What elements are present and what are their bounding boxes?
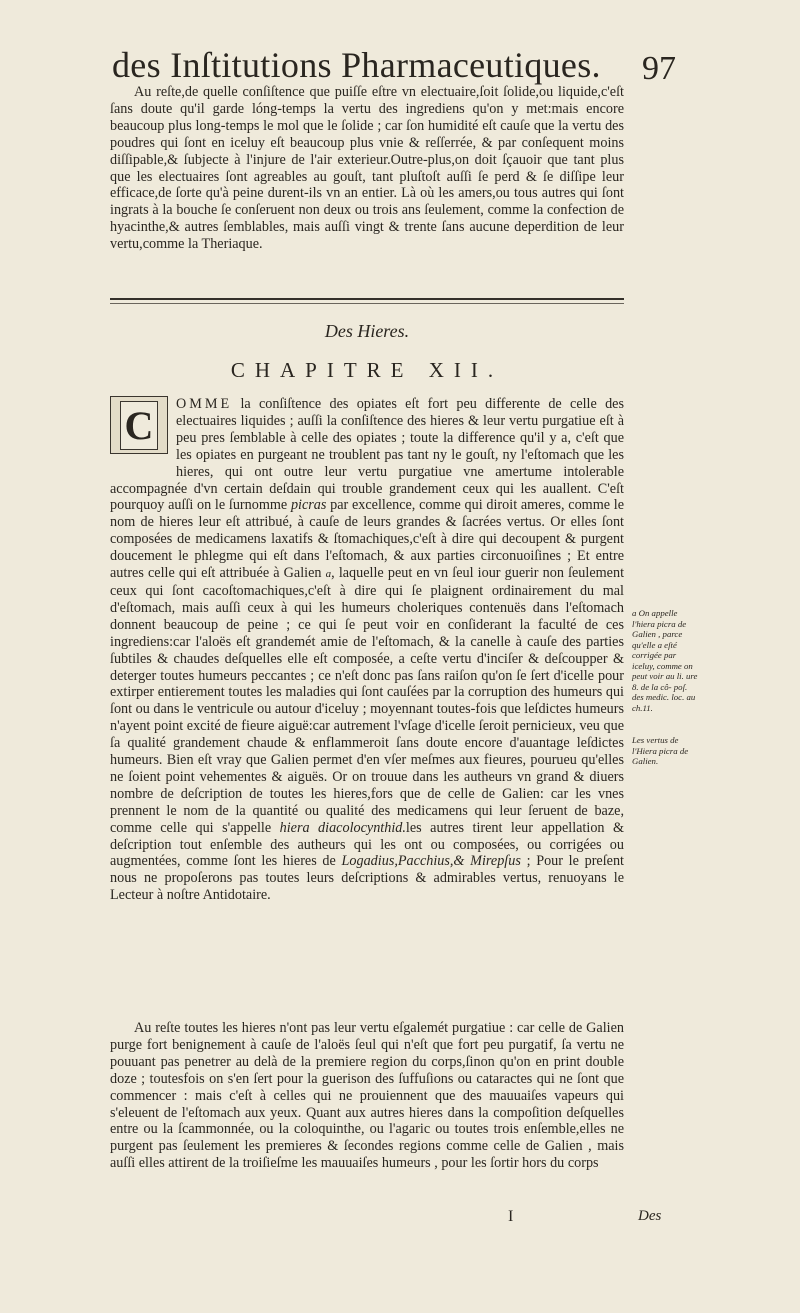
running-title: des Inſtitutions Pharmaceutiques. (112, 45, 601, 85)
paragraph-hieres-part4: les autres tirent leur appellation & deſcription tout enſemble des autheurs qui les ont ou composées, ou corrigées ou augmentées, comme ſont les hieres de (110, 819, 625, 870)
section-divider (110, 298, 624, 300)
term-authors: Logadius,Pacchius,& Mirepſus (341, 853, 521, 870)
page-number: 97 (642, 50, 676, 87)
section-divider-thin (110, 303, 624, 304)
section-title: Des Hieres. (324, 321, 410, 341)
note-reference-a: a (325, 568, 332, 581)
chapter-title: CHAPITRE XII. (230, 358, 504, 382)
initial-rest: OMME (176, 396, 233, 412)
margin-note-galien: a On appelle l'hiera picra de Galien , parce qu'elle a eſté corrigée par iceluy, comme on peut voir au li. ure 8. de la cô- poſ. des medic. loc. au ch.11. (632, 608, 698, 713)
initial-letter: C (120, 401, 159, 450)
margin-note-vertus: Les vertus de l'Hiera picra de Galien. (632, 735, 689, 766)
paragraph-hieres-part1: la conſiſtence des opiates eſt fort peu differente de celle des electuaires liquides ; auſſi la conſiſtence des hieres & leur vertu purgatiue eſt à peu pres ſemblable à celle des opiates ; toute la difference qu'il y a, c'eſt que les opiates en purgeant ne troublent pas tant ny le gouſt, ny l'eſtomach que les hieres, qui ont outre leur vertu purgatiue vne amertume intolerable accompagnée d'vn certain deſdain qui trouble grandement ceux qui les auallent. C'eſt pourquoy auſſi on le ſurnomme (110, 396, 624, 514)
paragraph-electuaires: Au reſte,de quelle conſiſtence que puiſſe eſtre vn electuaire,ſoit ſolide,ou liquide,c'eſt ſans doute qu'il garde lóng-temps la vertu des ingrediens qu'on y met:mais encore beaucoup plus long-temps le mol que le ſolide ; car ſon humidité eſt cauſe que la vertu des poudres qui ſont en iceluy eſt beaucoup plus vnie & reſſerrée, & par conſequent moins diſſipable,& ſubjecte à l'injure de l'air exterieur.Outre-plus,on doit ſçauoir que tant plus que les electuaires ſont agreables au gouſt, tant pluſtoſt auſſi ſe perd & ſe diſſipe leur efficace,de ſorte qu'à peine durent-ils vn an entier. Là où les amers,ou tous autres qui ſont ingrats à la bouche ſe conſeruent non deux ou trois ans ſeulement, comme la confection de hyacinthe,& autres ſemblables, mais auſſi vingt & trente ſans aucune deperdition de leur vertu,comme la Theriaque. (110, 84, 624, 253)
paragraph-hieres-part2: par excellence, comme qui diroit ameres, comme le nom de hieres leur eſt attribué, à cauſe de leurs grandes & ſacrées vertus. Or elles ſont composées de medicamens laxatifs & ſtomachiques,c'eſt à dire qui decoupent & purgent doucement le phlegme qui eſt dans l'eſtomach, & aux parties circonuoiſines ; Et entre autres celle qui eſt attribuée à Galien (110, 497, 625, 582)
paragraph-purgative: Au reſte toutes les hieres n'ont pas leur vertu eſgalemét purgatiue : car celle de Galien purge fort benignement à cauſe de l'aloës ſeul qui n'eſt que fort peu purgatif, ſa vertu ne pouuant pas penetrer au delà de la premiere region du corps,ſinon qu'on en print double doze ; toutesfois on s'en ſert pour la guerison des ſuffuſions ou cataractes qui ne ſont que commencer : mais c'eſt à celles qui ne prouiennent que des mauuaiſes vapeurs qui s'eleuent de l'eſtomach aux yeux. Quant aux autres hieres dans la compoſition deſquelles entre ou la ſcammonnée, ou la coloquinthe, ou l'agaric ou toutes trois enſemble,elles ne purgent pas ſeulement les premieres & ſecondes regions comme celle de Galien , mais auſſi elles attirent de la troiſieſme les mauuaiſes humeurs , pour les ſortir hors du corps (110, 1020, 624, 1172)
paragraph-hieres-part3: , laquelle peut en vn ſeul iour guerir non ſeulement ceux qui ſont cacoſtomachiques,c'eſt à dire qui ſe plaignent ordinairement du mal d'eſtomach, mais auſſi ceux à qui les humeurs choleriques contenuës dans l'eſtomach donnent beaucoup de peine ; ce qui ſe peut voir en conſiderant la faculté de ces ingrediens:car l'aloës eſt grandemét amie de l'eſtomach, & la canelle à cauſe des parties ſubtiles & chaudes deſquelles elle eſt composée, a ceſte vertu d'inciſer & deſcoupper & deterger toutes humeurs peccantes ; ce n'eſt donc pas ſans raiſon qu'on ſe ſert d'icelle pour extirper entierement toutes les maladies qui ſont cauſées par la corruption des humeurs qui ſont ou dans le ventricule ou autour d'iceluy ; moyennant toutes-fois que leſdictes humeurs n'ayent point excité de fieure aiguë:car autrement l'vſage d'icelle ſeroit pernicieux, veu que ſa qualité grandement chaude & enflammeroit ſans doute encore d'auantage leſdictes humeurs. Bien eſt vray que Galien permet d'en vſer meſmes aux fieures, pourueu qu'elles ne ſoient point vehementes & aiguës. Or on trouue dans les autheurs vn grand & diuers nombre de deſcription de toutes les hieres,fors que de celle de Galien: car les vnes prennent le nom de la quantité ou qualité des medicamens qui leur ſeruent de baze, comme celle qui s'appelle (110, 565, 625, 836)
catchword: Des (638, 1208, 662, 1224)
term-picras: picras (290, 497, 327, 514)
decorated-initial (110, 396, 168, 454)
term-hiera: hiera diacolocynthid. (279, 819, 406, 836)
signature-mark: I (508, 1208, 514, 1225)
paragraph-hieres-part5: ; Pour le preſent nous ne propoſerons pas toutes leurs deſcriptions & admirables vertus, renuoyans le Lecteur à noſtre Antidotaire. (110, 853, 625, 904)
paragraph-hieres (110, 396, 624, 904)
